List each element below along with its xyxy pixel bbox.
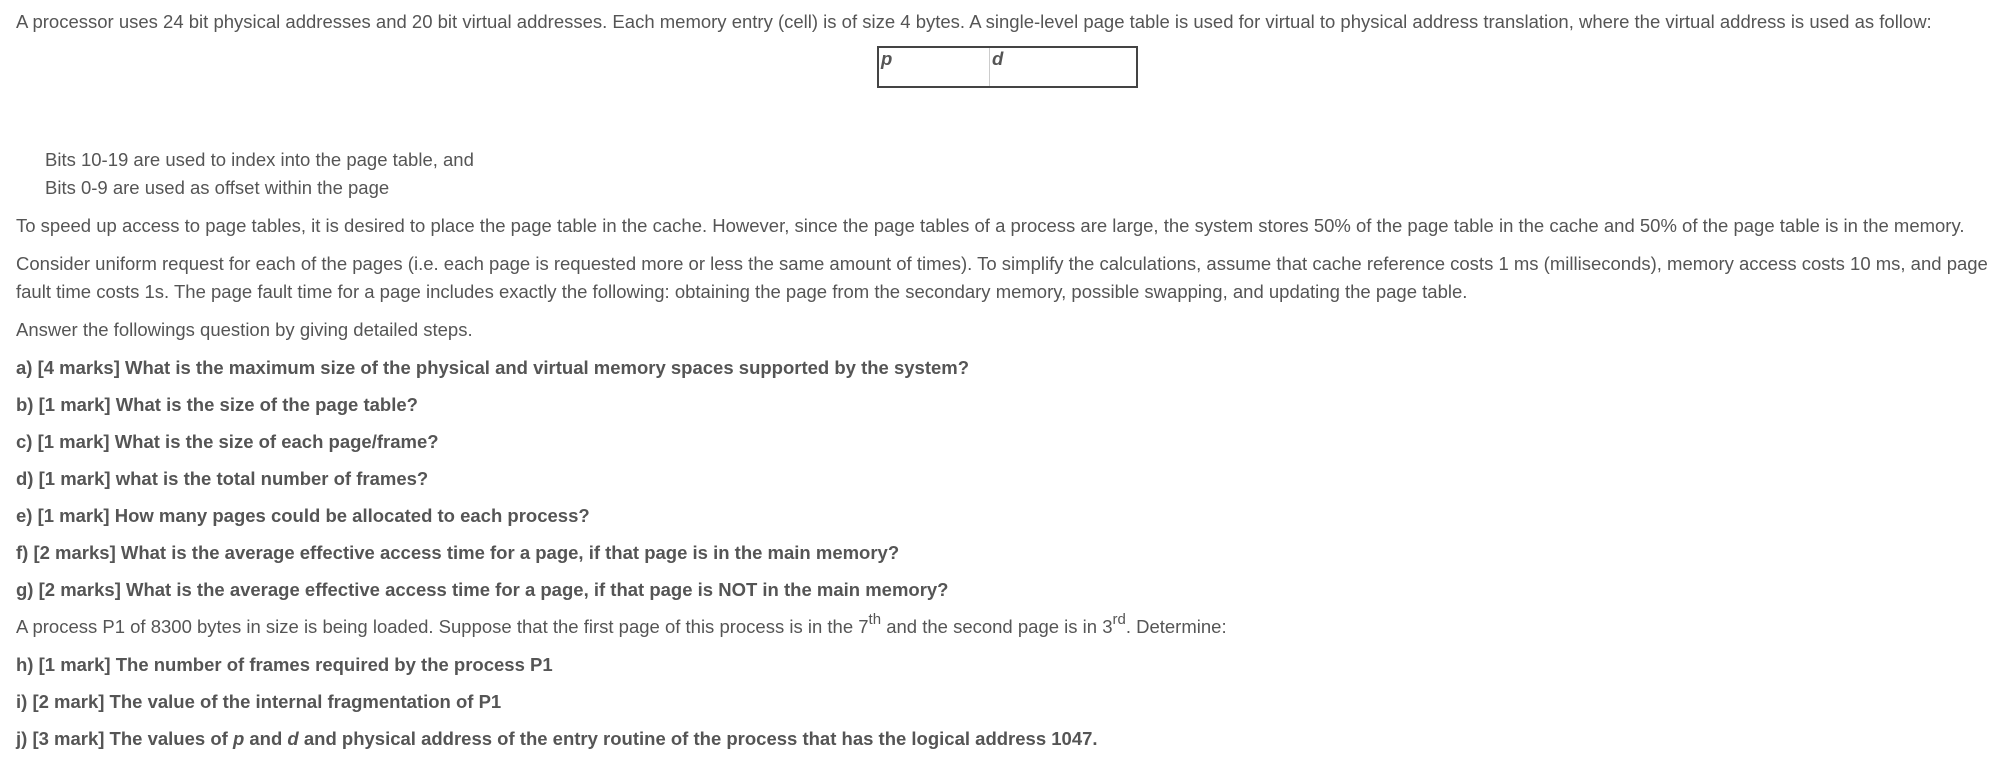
process-text-2: and the second page is in 3 xyxy=(881,616,1113,637)
address-format-table xyxy=(877,46,1138,88)
offset-cell: d xyxy=(992,48,1004,69)
bits-item-index: Bits 10-19 are used to index into the page table, and xyxy=(45,149,474,170)
bits-list xyxy=(45,146,2001,202)
question-j xyxy=(16,725,2001,753)
question-j-text-2: and xyxy=(244,728,288,749)
process-sup-rd: rd xyxy=(1112,611,1126,628)
address-format-table-wrapper xyxy=(16,46,2001,146)
cache-paragraph: To speed up access to page tables, it is desired to place the page table in the cache. However, since the page tables of a process are large, the system stores 50% of the page table in the cache and 50% of the page table is in the memory. xyxy=(16,215,1965,236)
question-j-text-1: j) [3 mark] The values of xyxy=(16,728,233,749)
question-c: c) [1 mark] What is the size of each page/frame? xyxy=(16,431,439,452)
address-format-row xyxy=(878,47,1137,87)
bits-item-offset: Bits 0-9 are used as offset within the page xyxy=(45,177,390,198)
question-j-text-3: and physical address of the entry routine of the process that has the logical address 1047. xyxy=(298,728,1098,749)
process-sup-th: th xyxy=(868,611,882,628)
question-j-d: d xyxy=(287,728,299,749)
answer-instruction: Answer the followings question by giving detailed steps. xyxy=(16,319,473,340)
question-g: g) [2 marks] What is the average effective access time for a page, if that page is NOT in the main memory? xyxy=(16,579,949,600)
question-f: f) [2 marks] What is the average effective access time for a page, if that page is in the main memory? xyxy=(16,542,900,563)
intro-paragraph: A processor uses 24 bit physical addresses and 20 bit virtual addresses. Each memory entry (cell) is of size 4 bytes. A single-level page table is used for virtual to physical address translation, where the virtual address is used as follow: xyxy=(16,11,1932,32)
process-paragraph xyxy=(16,613,2001,641)
question-j-p: p xyxy=(232,728,245,749)
page-number-cell: p xyxy=(878,47,990,87)
question-d: d) [1 mark] what is the total number of frames? xyxy=(16,468,429,489)
question-i: i) [2 mark] The value of the internal fragmentation of P1 xyxy=(16,691,502,712)
document xyxy=(16,8,2001,762)
process-text-1: A process P1 of 8300 bytes in size is being loaded. Suppose that the first page of this process is in the 7 xyxy=(16,616,869,637)
question-e: e) [1 mark] How many pages could be allocated to each process? xyxy=(16,505,590,526)
process-text-3: . Determine: xyxy=(1125,616,1227,637)
question-a: a) [4 marks] What is the maximum size of the physical and virtual memory spaces supported by the system? xyxy=(16,357,970,378)
question-b: b) [1 mark] What is the size of the page table? xyxy=(16,394,418,415)
uniform-request-paragraph: Consider uniform request for each of the pages (i.e. each page is requested more or less the same amount of times). To simplify the calculations, assume that cache reference costs 1 ms (milliseconds), memory access costs 10 ms, and page fault time costs 1s. The page fault time for a page includes exactly the following: obtaining the page from the secondary memory, possible swapping, and updating the page table. xyxy=(16,253,1988,302)
question-h: h) [1 mark] The number of frames required by the process P1 xyxy=(16,654,553,675)
